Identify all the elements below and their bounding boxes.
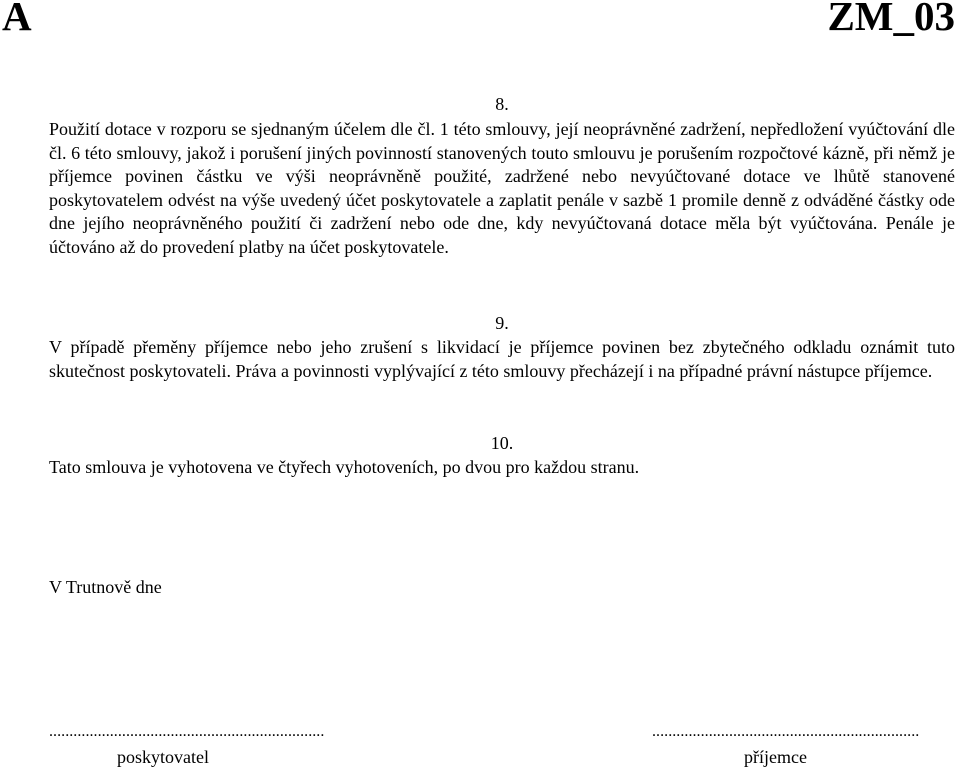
section-number-8: 8. <box>495 94 509 114</box>
section-text-9: V případě přeměny příjemce nebo jeho zrušení s likvidací je příjemce povinen bez zbytečného odkladu oznámit tuto skutečnost poskytovateli. Práva a povinnosti vyplývající z této smlouvy přecházejí i na případné právní nástupce příjemce. <box>49 337 955 381</box>
section-text-8: Použití dotace v rozporu se sjednaným účelem dle čl. 1 této smlouvy, její neoprávněné zadržení, nepředložení vyúčtování dle čl. 6 této smlouvy, jakož i porušení jiných povinností stanovených touto smlouvu je porušením rozpočtové kázně, při němž je příjemce povinen částku ve výši neoprávněně použité, zadržené nebo nevyúčtované dotace ve lhůtě stanovené poskytovatelem odvést na výše uvedený účet poskytovatele a zaplatit penále v sazbě 1 promile denně z odváděné částky ode dne jejího neoprávněného použití či zadržení nebo ode dne, kdy nevyúčtovaná dotace měla být vyúčtována. Penále je účtováno až do provedení platby na účet poskytovatele. <box>49 119 955 257</box>
signature-label-recipient: příjemce <box>744 747 807 767</box>
section-number-10: 10. <box>490 433 514 453</box>
header-left-mark: A <box>2 0 32 39</box>
signature-label-provider: poskytovatel <box>117 747 209 767</box>
place-date-line: V Trutnově dne <box>49 577 162 597</box>
section-text-10: Tato smlouva je vyhotovena ve čtyřech vyhotoveních, po dvou pro každou stranu. <box>49 457 640 477</box>
signature-line-recipient: .................................................................. <box>652 723 920 740</box>
signature-line-provider: .................................................................... <box>49 723 325 740</box>
header-document-code: ZM_03 <box>827 0 955 39</box>
section-number-9: 9. <box>495 313 509 333</box>
